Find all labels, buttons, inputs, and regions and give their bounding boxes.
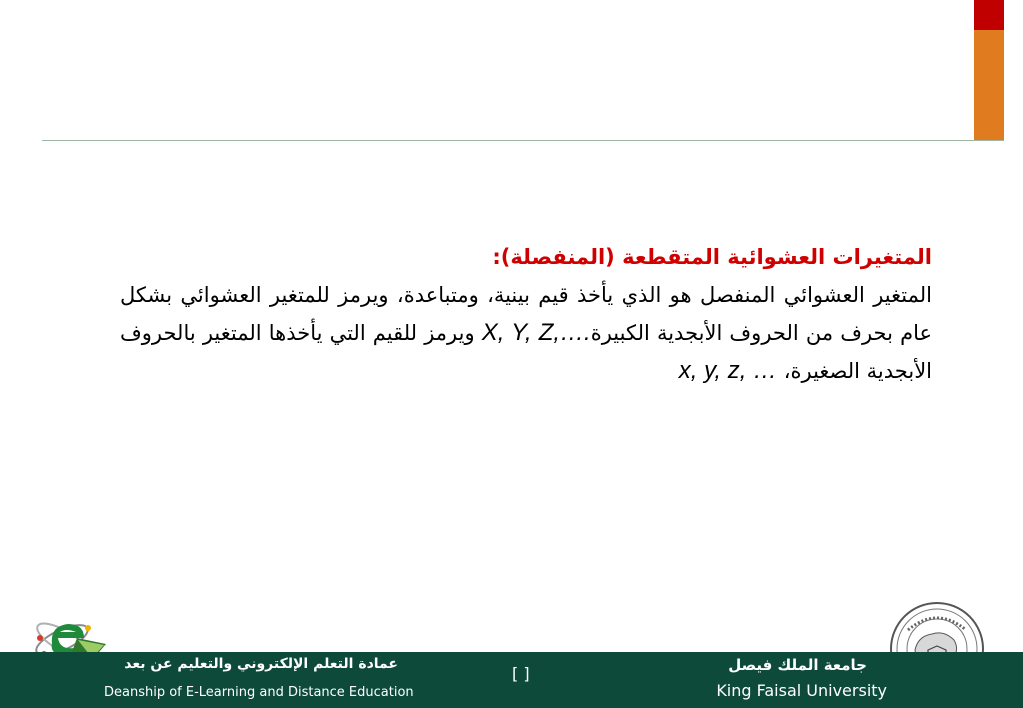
upper-variables: X, Y, Z,…. <box>481 319 591 346</box>
body-text-1: المتغير العشوائي المنفصل هو الذي يأخذ قيم بينية، ومتباعدة، ويرمز للمتغير العشوائي بشكل عام بحرف من الحروف الأبجدية الكبيرة <box>120 283 933 345</box>
lower-variables: x, y, z, … <box>678 357 778 384</box>
slide-content <box>120 238 932 390</box>
accent-bar-orange <box>974 30 1004 141</box>
deanship-name-en: Deanship of E-Learning and Distance Education <box>104 685 414 700</box>
deanship-name-ar: عمادة التعلم الإلكتروني والتعليم عن بعد <box>124 656 398 672</box>
page-number: [ ] <box>512 664 530 683</box>
body-text-2: ويرمز للقيم التي يأخذها المتغير بالحروف الأبجدية الصغيرة، <box>120 321 932 383</box>
slide-heading: المتغيرات العشوائية المتقطعة (المنفصلة): <box>492 245 932 269</box>
accent-bar-red <box>974 0 1004 30</box>
slide-body <box>120 276 932 390</box>
footer-bar <box>0 652 1023 708</box>
university-name-ar: جامعة الملك فيصل <box>728 656 867 674</box>
university-name-en: King Faisal University <box>716 681 887 700</box>
header-divider <box>42 140 1004 141</box>
